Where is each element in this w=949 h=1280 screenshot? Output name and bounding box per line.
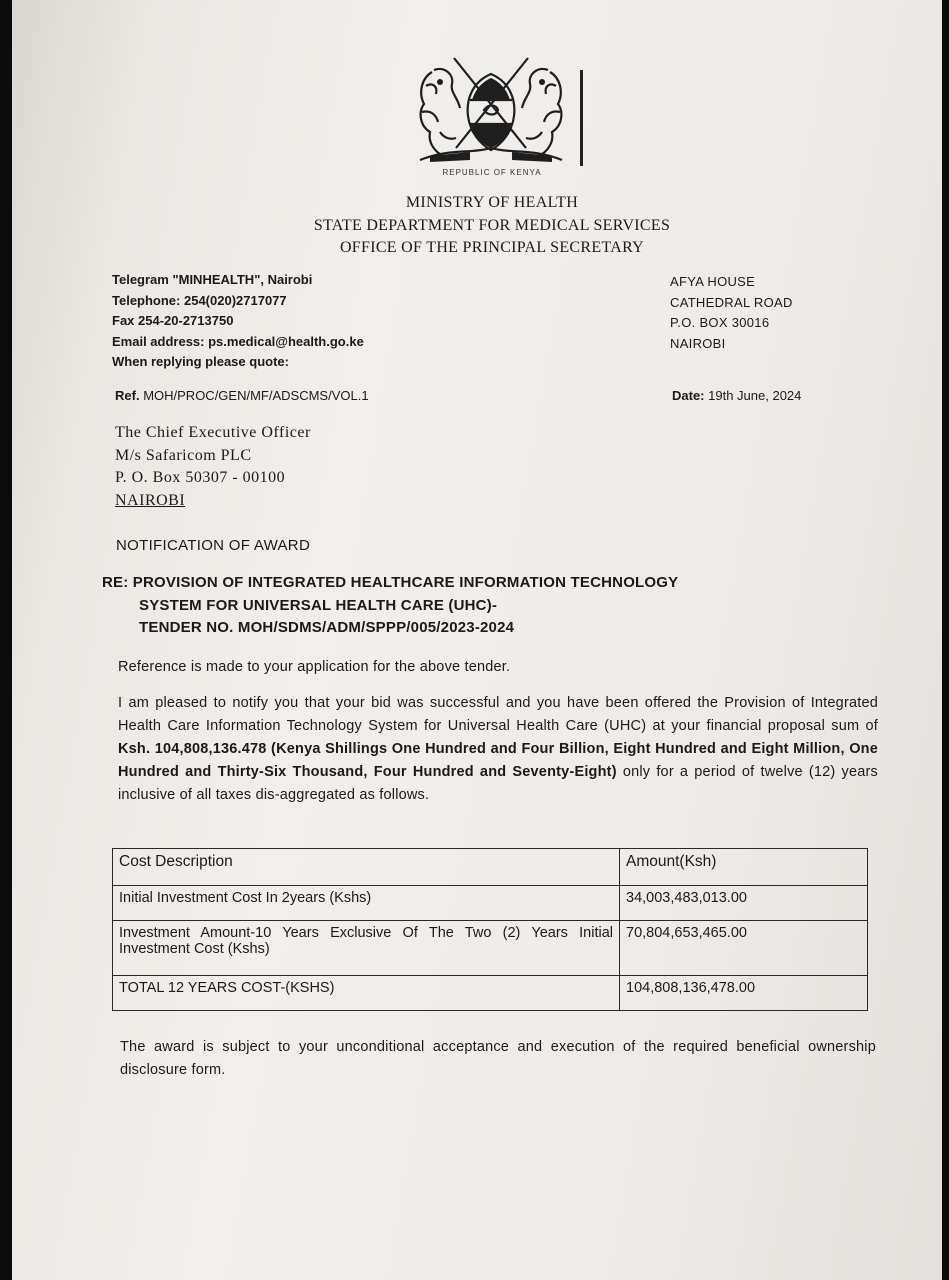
column-header-description: Cost Description [113,849,620,886]
telegram-line: Telegram "MINHEALTH", Nairobi [112,272,313,287]
tender-number: TENDER NO. MOH/SDMS/ADM/SPPP/005/2023-2024 [139,619,515,636]
conditions-paragraph: The award is subject to your unconditional acceptance and execution of the required beneficial ownership disclosure form. [120,1039,876,1078]
cost-description: TOTAL 12 YEARS COST-(KSHS) [113,976,620,1011]
subject-line: RE: PROVISION OF INTEGRATED HEALTHCARE INFORMATION TECHNOLOGY [102,574,679,591]
recipient-line: The Chief Executive Officer [115,424,311,441]
recipient-city: NAIROBI [115,491,186,509]
fax-line: Fax 254-20-2713750 [112,313,234,328]
reply-note: When replying please quote: [112,354,289,369]
address-line: P.O. BOX 30016 [670,315,770,330]
reference-label: Ref. [115,388,140,403]
table-header-row [113,849,868,886]
office-title: OFFICE OF THE PRINCIPAL SECRETARY [339,239,645,256]
subject-block [102,572,678,640]
cost-amount: 34,003,483,013.00 [620,886,868,921]
address-line: CATHEDRAL ROAD [670,294,793,310]
department-title: STATE DEPARTMENT FOR MEDICAL SERVICES [313,217,671,234]
subject-line: SYSTEM FOR UNIVERSAL HEALTH CARE (UHC)- [139,596,498,614]
date-line [672,388,801,403]
recipient-line: M/s Safaricom PLC [115,446,252,464]
award-text-tail: only for a period of twelve (12) years inclusive of all taxes dis-aggregated as follows. [118,764,879,803]
award-text: I am pleased to notify you that your bid was successful and you have been offered the Provision of Integrated Health Care Information Technology System for Universal Health Care (UHC) at your financial proposal sum of [118,695,878,734]
address-line: AFYA HOUSE [670,274,756,289]
cost-description: Investment Amount-10 Years Exclusive Of The Two (2) Years Initial Investment Cost (Kshs) [113,921,620,976]
telephone-line: Telephone: 254(020)2717077 [112,292,287,308]
kenya-coat-of-arms-icon [410,52,572,168]
recipient-line: P. O. Box 50307 - 00100 [115,469,286,486]
award-amount: Ksh. 104,808,136.478 (Kenya Shillings One Hundred and Four Billion, Eight Hundred and Eight Million, One Hundred and Thirty-Six Thousand, Four Hundred and Seventy-Eight) [118,741,878,780]
letter-page [12,0,942,1280]
email-line: Email address: ps.medical@health.go.ke [112,333,364,349]
cost-amount: 104,808,136,478.00 [620,976,868,1011]
emblem-caption: REPUBLIC OF KENYA [442,168,542,177]
table-row [113,921,868,976]
letterhead-divider [580,70,583,166]
cost-table [112,848,868,1011]
postal-address [670,272,793,354]
cost-description: Initial Investment Cost In 2years (Kshs) [113,886,620,921]
contact-block [112,270,364,373]
reference-paragraph: Reference is made to your application for the above tender. [118,659,511,675]
table-row [113,886,868,921]
table-row [113,976,868,1011]
award-paragraph [118,692,878,807]
reference-line [115,388,369,403]
recipient-block [115,422,311,512]
column-header-amount: Amount(Ksh) [620,849,868,886]
date-label: Date: [672,388,705,403]
ministry-title: MINISTRY OF HEALTH [405,194,579,211]
notification-title: NOTIFICATION OF AWARD [116,537,311,554]
cost-amount: 70,804,653,465.00 [620,921,868,976]
date-value: 19th June, 2024 [708,388,802,403]
reference-value: MOH/PROC/GEN/MF/ADSCMS/VOL.1 [143,388,369,403]
address-line: NAIROBI [670,335,726,351]
